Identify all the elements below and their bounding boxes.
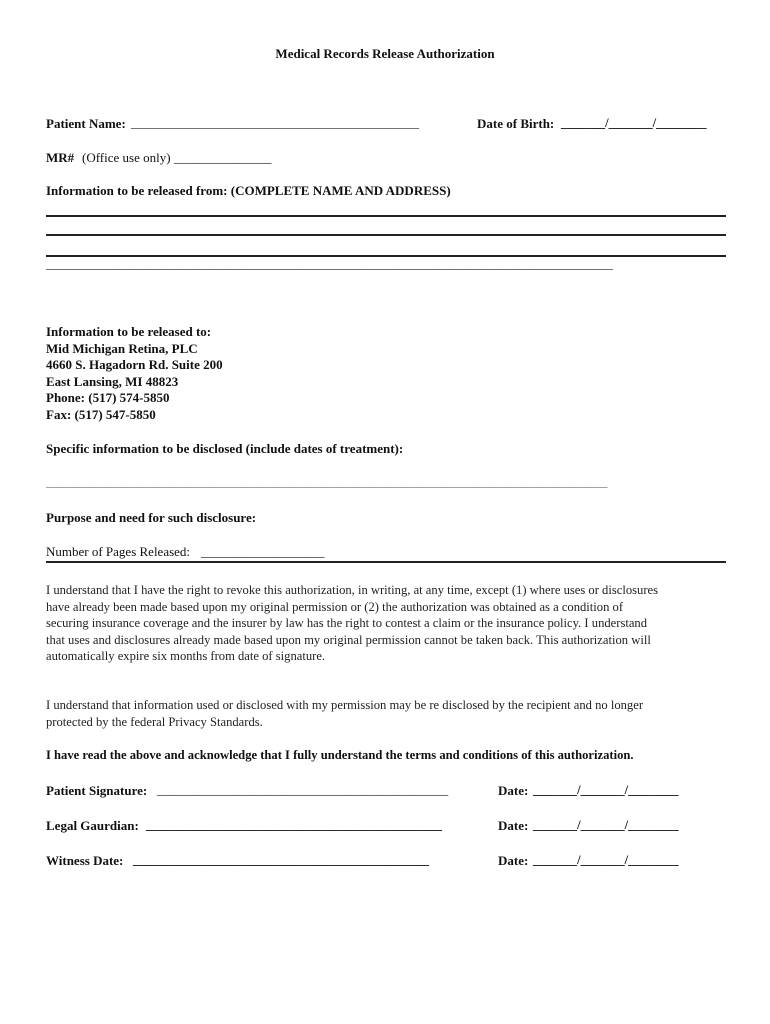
guardian-signature-label: Legal Gaurdian: [46,818,139,833]
released-from-line-3[interactable] [46,255,726,257]
paragraph-line: that uses and disclosures already made based upon my original permission cannot be taken back. This authorization will [46,632,651,647]
released-from-line-2[interactable] [46,234,726,236]
guardian-date-label: Date: [498,818,529,833]
released-from-line-4[interactable]: ____________________________________________________________________________________________________________ [46,259,613,271]
witness-field[interactable]: _______________________________________________ [133,853,429,867]
witness-date-label: Date: [498,853,529,868]
section-divider [46,561,726,563]
specific-info-label: Specific information to be disclosed (include dates of treatment): [46,441,404,456]
pages-released-field[interactable]: ___________________ [201,544,325,559]
paragraph-line: have already been made based upon my original permission or (2) the authorization was obtained as a condition of [46,599,624,614]
witness-label: Witness Date: [46,853,124,868]
released-to-label: Information to be released to: [46,324,212,339]
released-from-line-1[interactable] [46,215,726,217]
paragraph-line: I understand that information used or disclosed with my permission may be re disclosed by the recipient and no longer [46,698,644,712]
mr-field[interactable]: (Office use only) _______________ [82,150,272,165]
revocation-paragraph [46,582,736,665]
patient-date-label: Date: [498,783,529,798]
patient-name-label: Patient Name: [46,116,126,131]
form-title: Medical Records Release Authorization [275,46,495,61]
paragraph-line: securing insurance coverage and the insurer by law has the right to contest a claim or the insurance policy. I understand [46,616,648,630]
patient-name-field[interactable]: ________________________________________________ [131,116,419,130]
mr-label: MR# [46,150,75,165]
released-from-label: Information to be released from: (COMPLETE NAME AND ADDRESS) [46,183,451,198]
patient-date-field[interactable]: _______/_______/________ [533,783,679,797]
redisclosure-paragraph [46,697,736,730]
witness-date-field[interactable]: _______/_______/________ [533,853,679,867]
paragraph-line: I understand that I have the right to revoke this authorization, in writing, at any time, except (1) where uses or disclosures [46,583,659,597]
practice-phone: Phone: (517) 574-5850 [46,390,170,406]
dob-label: Date of Birth: [477,116,555,131]
practice-name: Mid Michigan Retina, PLC [46,340,198,356]
practice-city: East Lansing, MI 48823 [46,373,179,389]
purpose-label: Purpose and need for such disclosure: [46,510,257,525]
paragraph-line: protected by the federal Privacy Standards. [46,714,263,729]
guardian-signature-field[interactable]: _______________________________________________ [146,818,442,832]
patient-signature-label: Patient Signature: [46,783,148,798]
practice-fax: Fax: (517) 547-5850 [46,406,156,422]
released-to-block [46,324,223,424]
paragraph-line: automatically expire six months from date of signature. [46,649,326,663]
dob-field[interactable]: _______/_______/________ [561,116,707,130]
pages-released-label: Number of Pages Released: [46,544,191,559]
specific-info-field[interactable]: ________________________________________________________________________________________________________ [46,477,608,489]
acknowledgement-text: I have read the above and acknowledge that I fully understand the terms and conditions of this authorization. [46,748,634,762]
practice-street: 4660 S. Hagadorn Rd. Suite 200 [46,357,223,373]
guardian-date-field[interactable]: _______/_______/________ [533,818,679,832]
patient-signature-field[interactable]: _______________________________________________ [157,783,449,797]
